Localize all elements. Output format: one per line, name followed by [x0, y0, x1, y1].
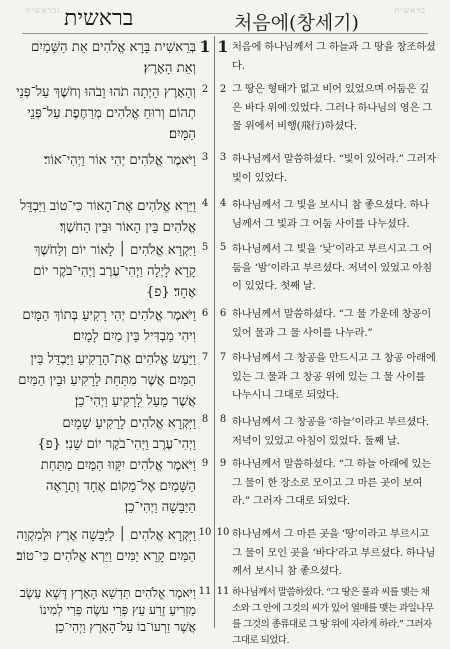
- hebrew-verse-9: וַיֹּאמֶר אֱלֹהִים יִקָּווּ הַמַּיִם מִתַּחַת הַשָּׁמַיִם אֶל־מָקוֹם אֶחָד וְתֵרָאֶה הַיַּבָּשָׁה וַיְהִי־כֵן׃: [40, 458, 196, 515]
- korean-verse-11: 하나님께서 말씀하셨다. “그 땅은 풀과 씨를 맺는 채소와 그 안에 그것의 씨가 있어 열매를 맺는 과일나무를 그것의 종류대로 그 땅 위에 자라게 하라.” 그러자 그대로 되었다.: [232, 587, 434, 646]
- korean-verse-number-5: 5: [219, 242, 227, 253]
- hebrew-verse-number-3: 3: [201, 152, 209, 163]
- korean-verse-number-3: 3: [219, 152, 227, 163]
- hebrew-verse-11: וַיֹּאמֶר אֱלֹהִים תַּדְשֵׁא הָאָרֶץ דֶּשֶׁא עֵשֶׂב מַזְרִיעַ זֶרַע עֵץ פְּרִי עֹשֶׂה פְּרִי לְמִינוֹ אֲשֶׁר זַרְעוֹ־בוֹ עַל־הָאָרֶץ וַיְהִי־כֵן׃: [19, 586, 196, 634]
- header-rule: [22, 33, 428, 34]
- hebrew-verse-5: וַיִּקְרָא אֱלֹהִים ׀ לָאוֹר יוֹם וְלַחֹשֶׁךְ קָרָא לָיְלָה וַיְהִי־עֶרֶב וַיְהִי־בֹקֶר יוֹם אֶחָד׃ {פ}: [33, 243, 196, 300]
- bleed-through-text-right: בראשית: [394, 6, 426, 15]
- korean-verse-5: 하나님께서 그 빛을 ‘낮’이라고 부르시고 그 어둠을 ‘밤’이라고 부르셨다. 저녁이 있었고 아침이 있었다. 첫째 날.: [232, 243, 433, 293]
- korean-verse-10: 하나님께서 그 마른 곳을 ‘땅’이라고 부르시고 그 물이 모인 곳을 ‘바다’라고 부르셨다. 하나님께서 보시니 참 좋으셨다.: [232, 528, 436, 578]
- hebrew-verse-number-8: 8: [201, 414, 209, 425]
- hebrew-verse-number-1: 1: [199, 37, 211, 56]
- korean-verse-6: 하나님께서 말씀하셨다. “그 물 가운데 창공이 있어 물과 그 물 사이를 나누라.”: [232, 308, 431, 339]
- korean-verse-9: 하나님께서 말씀하셨다. “그 하늘 아래에 있는 그 물이 한 장소로 모이고 그 마른 곳이 보여라.” 그러자 그대로 되었다.: [232, 458, 431, 508]
- hebrew-book-title: בראשית: [64, 6, 134, 31]
- hebrew-verse-number-9: 9: [201, 458, 209, 469]
- hebrew-verse-number-2: 2: [201, 84, 209, 95]
- korean-verse-number-9: 9: [219, 458, 227, 469]
- korean-verse-number-4: 4: [219, 198, 227, 209]
- column-divider: [214, 36, 215, 628]
- hebrew-verse-number-6: 6: [201, 308, 209, 319]
- korean-verse-2: 그 땅은 형태가 없고 비어 있었으며 어둠은 깊은 바다 위에 있었다. 그러나 하나님의 영은 그 물 위에서 비행(飛行)하셨다.: [232, 83, 433, 133]
- korean-verse-number-10: 10: [216, 527, 230, 538]
- hebrew-verse-7: וַיַּעַשׂ אֱלֹהִים אֶת־הָרָקִיעַ וַיַּבְדֵּל בֵּין הַמַּיִם אֲשֶׁר מִתַּחַת לָרָקִיעַ וּבֵין הַמַּיִם אֲשֶׁר מֵעַל לָרָקִיעַ וַיְהִי־כֵן׃: [18, 352, 196, 409]
- korean-verse-number-6: 6: [219, 308, 227, 319]
- korean-verse-4: 하나님께서 그 빛을 보시니 참 좋으셨다. 하나님께서 그 빛과 그 어둠 사이를 나누셨다.: [232, 199, 429, 230]
- hebrew-verse-number-7: 7: [201, 352, 209, 363]
- korean-verse-1: 처음에 하나님께서 그 하늘과 그 땅을 창조하셨다.: [232, 41, 436, 72]
- hebrew-verse-number-11: 11: [198, 586, 212, 597]
- korean-verse-8: 하나님께서 그 창공을 ‘하늘’이라고 부르셨다. 저녁이 있었고 아침이 있었다. 둘째 날.: [232, 416, 429, 447]
- hebrew-verse-6: וַיֹּאמֶר אֱלֹהִים יְהִי רָקִיעַ בְּתוֹךְ הַמָּיִם וִיהִי מַבְדִּיל בֵּין מַיִם לָמָיִם׃: [22, 308, 196, 344]
- hebrew-verse-8: וַיִּקְרָא אֱלֹהִים לָרָקִיעַ שָׁמָיִם וַיְהִי־עֶרֶב וַיְהִי־בֹקֶר יוֹם שֵׁנִי׃ {פ}: [37, 416, 196, 452]
- hebrew-verse-number-4: 4: [201, 198, 209, 209]
- korean-verse-7: 하나님께서 그 창공을 만드시고 그 창공 아래에 있는 그 물과 그 창공 위에 있는 그 물 사이를 나누시니 그대로 되었다.: [232, 352, 436, 402]
- korean-verse-number-1: 1: [217, 37, 229, 56]
- hebrew-verse-number-10: 10: [198, 527, 212, 538]
- korean-verse-3: 하나님께서 말씀하셨다. “빛이 있어라.” 그러자 빛이 있었다.: [232, 153, 437, 184]
- hebrew-verse-1: בְּרֵאשִׁית בָּרָא אֱלֹהִים אֵת הַשָּׁמַיִם וְאֵת הָאָרֶץ׃: [31, 40, 196, 76]
- hebrew-verse-10: וַיִּקְרָא אֱלֹהִים ׀ לַיַּבָּשָׁה אֶרֶץ וּלְמִקְוֵה הַמַּיִם קָרָא יַמִּים וַיַּרְא אֱלֹהִים כִּי־טוֹב׃: [16, 528, 196, 564]
- korean-verse-number-7: 7: [219, 352, 227, 363]
- hebrew-verse-4: וַיַּרְא אֱלֹהִים אֶת־הָאוֹר כִּי־טוֹב וַיַּבְדֵּל אֱלֹהִים בֵּין הָאוֹר וּבֵין הַחֹשֶׁךְ׃: [19, 199, 196, 235]
- hebrew-verse-number-5: 5: [201, 242, 209, 253]
- korean-verse-number-8: 8: [219, 414, 227, 425]
- bleed-through-text-left: נבראשית: [26, 6, 61, 15]
- korean-book-title: 처음에(창세기): [234, 12, 359, 34]
- korean-verse-number-11: 11: [216, 586, 230, 597]
- hebrew-verse-2: וְהָאָרֶץ הָיְתָה תֹהוּ וָבֹהוּ וְחֹשֶׁךְ עַל־פְּנֵי תְהוֹם וְרוּחַ אֱלֹהִים מְרַחֶפֶת עַל־פְּנֵי הַמָּיִם׃: [16, 85, 196, 142]
- korean-verse-number-2: 2: [219, 84, 227, 95]
- hebrew-verse-3: וַיֹּאמֶר אֱלֹהִים יְהִי אוֹר וַיְהִי־אוֹר׃: [43, 153, 196, 168]
